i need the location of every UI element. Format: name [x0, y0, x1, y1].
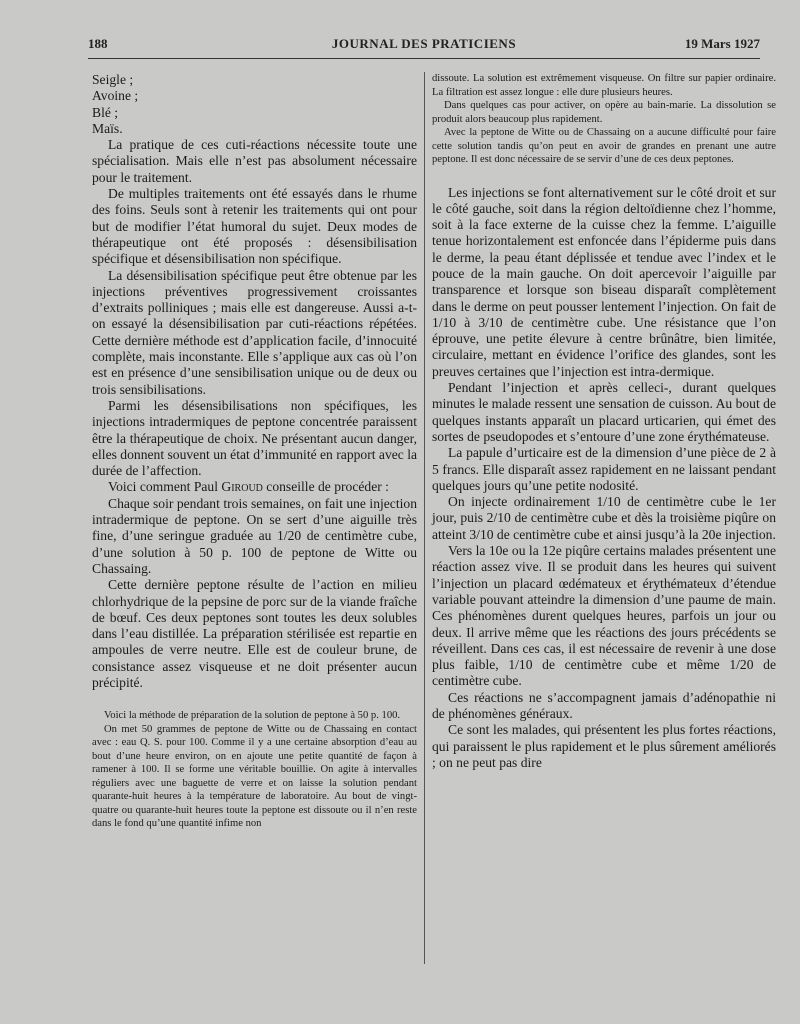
issue-date: 19 Mars 1927: [684, 36, 760, 51]
giroud-paragraph: [92, 479, 417, 495]
small-paragraph: Avec la peptone de Witte ou de Chassaing on a aucune difficulté pour faire cette solution tandis qu’on peut en avoir de grandes en prenant une autre peptone. Il est donc nécessaire de se servir d’une de ces deux peptones.: [432, 127, 776, 165]
page-header: [88, 36, 760, 58]
journal-title: JOURNAL DES PRATICIENS: [331, 36, 517, 51]
right-body-text: [432, 185, 776, 772]
right-column: [432, 72, 776, 771]
small-paragraph: Dans quelques cas pour activer, on opère au bain-marie. La dissolution se produit alors beaucoup plus rapidement.: [432, 100, 776, 125]
list-item: Blé ;: [92, 104, 119, 120]
left-small-text: [92, 709, 417, 831]
cereal-list: [92, 72, 417, 137]
paragraph: Vers la 10e ou la 12e piqûre certains malades présentent une réaction assez vive. Il se produit dans les heures qui suivent l’injection un placard œdémateux et érythémateux d’étendue variable pouvant atteindre la dimension d’une paume de main. Ces phénomènes durent quelques heures, parfois un jour ou deux. Il arrive même que les réactions des jours précédents se réveillent. Dans ces cas, il est nécessaire de revenir à une dose plus faible, 1/10 de centimètre cube et même 1/20 de centimètre cube.: [432, 543, 776, 689]
paragraph: Parmi les désensibilisations non spécifiques, les injections intradermiques de peptone concentrée paraissent être la thérapeutique de choix. Ne présentant aucun danger, elles donnent souvent un état d’immunité en rapport avec la durée de l’affection.: [92, 397, 418, 479]
small-paragraph: Voici la méthode de préparation de la solution de peptone à 50 p. 100.: [104, 710, 401, 722]
paragraph: La désensibilisation spécifique peut être obtenue par les injections préventives progressivement croissantes d’extraits polliniques ; mais elle est dangereuse. Aussi a-t-on essayé la désensibilisation par cuti-réactions répétées. Cette dernière méthode est d’application facile, d’innocuité complète, mais inconstante. Elle s’applique aux cas où l’on est en présence d’une sensibilisation unique ou de deux ou trois sensibilisations.: [92, 267, 417, 397]
left-body-text: [92, 137, 417, 691]
small-paragraph: On met 50 grammes de peptone de Witte ou de Chassaing en contact avec : eau Q. S. pour 100. Comme il y a une certaine absorption d’eau au bout d’une heure environ, on en ajoute une petite quantité de façon à ramener à 100. Il se forme une véritable bouillie. On agite à intervalles réguliers avec une baguette de verre et on laisse la solution pendant quarante-huit heures à la température de laboratoire. Au bout de vingt-quatre ou quarante-huit heures toute la peptone est dissoute ou il n’en reste dans le fond qu’une quantité infime non: [92, 723, 417, 830]
small-paragraph: dissoute. La solution est extrêmement visqueuse. On filtre sur papier ordinaire. La filtration est assez longue : elle dure plusieurs heures.: [432, 73, 776, 98]
paragraph: Ces réactions ne s’accompagnent jamais d’adénopathie ni de phénomènes généraux.: [432, 689, 776, 721]
paragraph: Chaque soir pendant trois semaines, on fait une injection intradermique de peptone. On se sert d’une aiguille très fine, d’une seringue graduée au 1/20 de centimètre cube, d’une solution à 50 p. 100 de peptone de Witte ou Chassaing.: [92, 495, 417, 576]
paragraph: Cette dernière peptone résulte de l’action en milieu chlorhydrique de la pepsine de porc sur de la viande fraîche de bœuf. Ces deux peptones sont toutes les deux solubles dans l’eau distillée. La préparation stérilisée est repartie en ampoules de verre neutre. Elle est de couleur brune, de consistance assez visqueuse et ne doit présenter aucun précipité.: [92, 577, 417, 690]
giroud-after: conseille de procéder :: [262, 479, 389, 495]
list-item: Maïs.: [92, 120, 123, 136]
page-number: 188: [88, 36, 108, 51]
paragraph: De multiples traitements ont été essayés dans le rhume des foins. Seuls sont à retenir les traitements qui ont pour but de modifier l’état humoral du sujet. Deux modes de thérapeutique ont été proposés : désensibilisation spécifique et désensibilisation non spécifique.: [92, 186, 417, 267]
paragraph: La papule d’urticaire est de la dimension d’une pièce de 2 à 5 francs. Elle disparaît assez rapidement en ne laissant pendant quelques jours qu’une petite nodosité.: [432, 445, 776, 493]
giroud-before: Voici comment Paul: [108, 479, 222, 495]
right-small-text: [432, 72, 776, 167]
left-column: [92, 72, 417, 831]
paragraph: La pratique de ces cuti-réactions nécessite toute une spécialisation. Mais elle n’est pas absolument nécessaire pour le traitement.: [92, 137, 417, 185]
author-name: Giroud: [221, 479, 263, 495]
list-item: Seigle ;: [92, 72, 134, 87]
paragraph: Les injections se font alternativement sur le côté droit et sur le côté gauche, soit dans la région deltoïdienne chez l’homme, soit à la face externe de la cuisse chez la femme. L’aiguille tenue horizontalement est enfoncée dans l’épiderme puis dans le derme, la peau étant déplissée et tendue avec l’index et le pouce de la main gauche. On doit apercevoir l’aiguille par transparence et lorsque son biseau disparaît complètement dans le derme on peut pousser lentement l’injection. On fait de 1/10 à 3/10 de centimètre cube. Une résistance que l’on éprouve, une petite élevure à centre brûnâtre, bien limitée, circulaire, mettant en évidence l’orifice des glandes, sont les preuves certaines que l’injection est intra-dermique.: [432, 184, 776, 379]
list-item: Avoine ;: [92, 88, 139, 104]
paragraph: Pendant l’injection et après celleci-, durant quelques minutes le malade ressent une sensation de cuisson. Au bout de quelques instants apparaît un placard urticarien, qui émet des sortes de pseudopodes et s’entoure d’une zone érythémateuse.: [432, 380, 776, 444]
column-divider: [424, 72, 425, 964]
header-rule: [88, 58, 760, 59]
paragraph: Ce sont les malades, qui présentent les plus fortes réactions, qui paraissent le plus rapidement et le plus sûrement améliorés ; on ne peut pas dire: [432, 722, 776, 770]
paragraph: On injecte ordinairement 1/10 de centimètre cube le 1er jour, puis 2/10 de centimètre cube et dès la troisième piqûre on atteint 3/10 de centimètre cube et ainsi jusqu’à la 20e injection.: [432, 494, 776, 542]
